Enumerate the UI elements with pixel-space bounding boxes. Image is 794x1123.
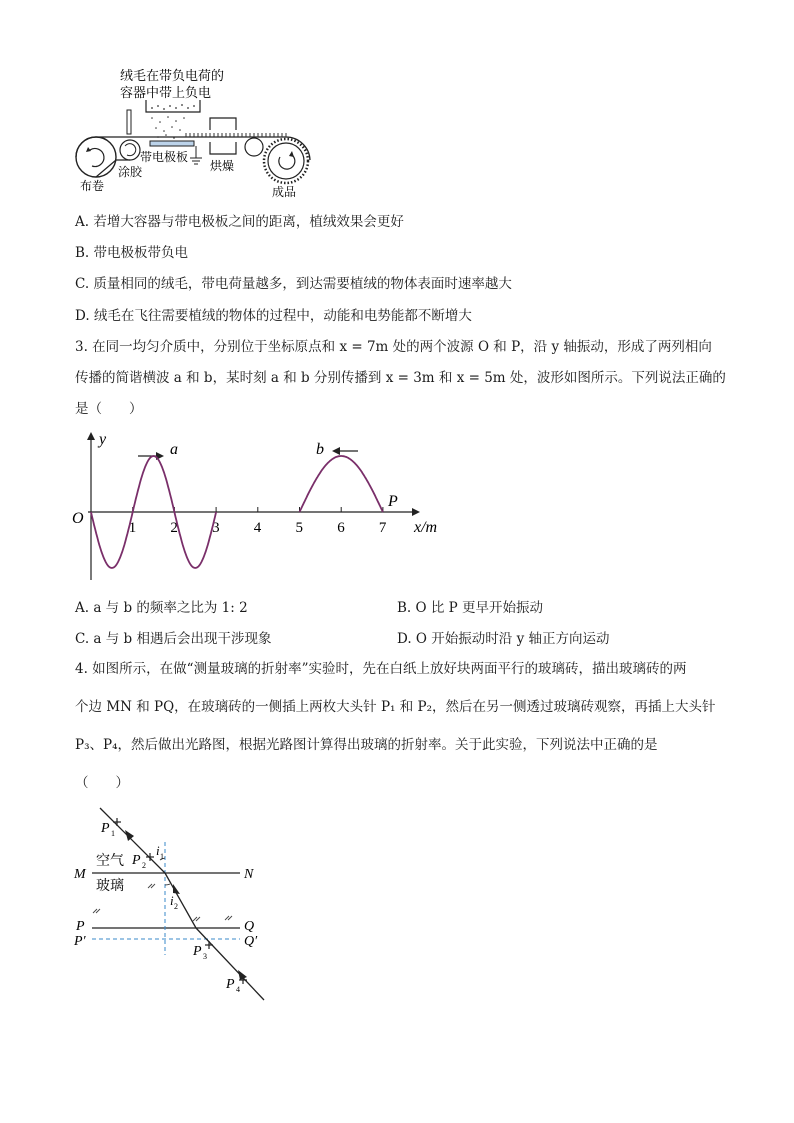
label-p3: P <box>193 944 202 959</box>
label-n: N <box>244 867 254 882</box>
x-tick-label-2: 2 <box>170 520 178 536</box>
q4-stem-line2: 个边 MN 和 PQ，在玻璃砖的一侧插上两枚大头针 P₁ 和 P₂，然后在另一侧透过玻璃砖观察，再插上大头针 <box>75 699 716 715</box>
q3-option-b: B. O 比 P 更早开始振动 <box>397 600 544 616</box>
label-p1-sub: 1 <box>111 829 115 838</box>
q4-stem-line1: 4. 如图所示，在做“测量玻璃的折射率”实验时，先在白纸上放好块两面平行的玻璃砖，描出玻璃砖的两 <box>75 661 687 677</box>
x-tick-label-5: 5 <box>295 520 303 536</box>
q3-option-c: C. a 与 b 相遇后会出现干涉现象 <box>75 631 272 647</box>
q2-option-d: D. 绒毛在飞往需要植绒的物体的过程中，动能和电势能都不断增大 <box>75 308 472 324</box>
y-axis-label: y <box>99 431 107 448</box>
wave-a-label: a <box>170 441 178 458</box>
wave-b-curve <box>300 456 383 512</box>
belt <box>76 137 310 160</box>
glue-label: 涂胶 <box>118 165 143 179</box>
label-air: 空气 <box>96 853 124 869</box>
label-p2-sub: 2 <box>142 861 146 870</box>
plate-label: 带电极板 <box>140 150 189 164</box>
label-p4: P <box>226 977 235 992</box>
container-label-line2: 容器中带上负电 <box>120 86 212 101</box>
flocking-diagram <box>70 60 330 200</box>
origin-label: O <box>72 510 84 527</box>
x-axis-label: x/m <box>414 519 438 536</box>
q3-option-d: D. O 开始振动时沿 y 轴正方向运动 <box>397 631 610 647</box>
idle-roller <box>245 138 263 156</box>
label-p-prime: P′ <box>74 934 86 949</box>
label-i2-sub: 2 <box>174 902 178 911</box>
label-i1: i <box>156 843 160 858</box>
wave-chart <box>65 425 455 590</box>
pin-markers <box>113 818 247 984</box>
source-p-label: P <box>388 493 398 510</box>
glue-roller <box>120 140 140 160</box>
q2-option-a: A. 若增大容器与带电极板之间的距离，植绒效果会更好 <box>75 214 404 230</box>
label-p2: P <box>132 853 141 868</box>
q4-stem-line3: P₃、P₄，然后做出光路图，根据光路图计算得出玻璃的折射率。关于此实验，下列说法中正确的是 <box>75 737 658 753</box>
charged-container <box>146 100 200 112</box>
label-p1: P <box>101 821 110 836</box>
wave-b-label: b <box>316 441 324 458</box>
label-p4-sub: 4 <box>236 985 240 994</box>
q2-option-c: C. 质量相同的绒毛，带电荷量越多，到达需要植绒的物体表面时速率越大 <box>75 276 512 292</box>
x-tick-label-3: 3 <box>212 520 220 536</box>
label-p: P <box>76 919 85 934</box>
label-q-prime: Q′ <box>244 934 258 949</box>
q2-option-b: B. 带电极板带负电 <box>75 245 189 261</box>
y-axis-arrow <box>87 432 95 440</box>
refraction-diagram <box>70 800 270 1005</box>
x-tick-label-6: 6 <box>337 520 345 536</box>
fluff-particles <box>151 104 195 139</box>
dry-label: 烘燥 <box>210 159 235 173</box>
q3-stem-line2: 传播的简谐横波 a 和 b，某时刻 a 和 b 分别传播到 x = 3m 和 x = 5m 处，波形如图所示。下列说法正确的 <box>75 370 726 386</box>
glue-blade <box>127 110 131 134</box>
label-p3-sub: 3 <box>203 952 207 961</box>
container-label-line1: 绒毛在带负电荷的 <box>120 69 225 84</box>
x-tick-label-4: 4 <box>253 520 262 536</box>
charged-plate <box>150 141 194 146</box>
x-tick-label-1: 1 <box>128 520 137 536</box>
q3-option-a: A. a 与 b 的频率之比为 1: 2 <box>75 600 248 616</box>
q3-stem-line1: 3. 在同一均匀介质中，分别位于坐标原点和 x = 7m 处的两个波源 O 和 P，沿 y 轴振动，形成了两列相向 <box>75 339 712 355</box>
label-m: M <box>74 867 86 882</box>
product-roll <box>264 139 308 183</box>
dryer-bottom <box>210 142 236 154</box>
dryer-top <box>210 118 236 130</box>
label-q: Q <box>244 919 255 934</box>
label-i1-sub: 1 <box>160 852 164 861</box>
x-tick-label-7: 7 <box>378 520 387 536</box>
x-axis-arrow <box>412 508 420 516</box>
q4-stem-line4: （ ） <box>75 775 129 791</box>
product-label: 成品 <box>272 185 297 199</box>
q3-stem-line3: 是（ ） <box>75 401 143 417</box>
roll-label: 布卷 <box>80 179 105 193</box>
label-glass: 玻璃 <box>96 878 124 894</box>
label-i2: i <box>170 893 174 908</box>
